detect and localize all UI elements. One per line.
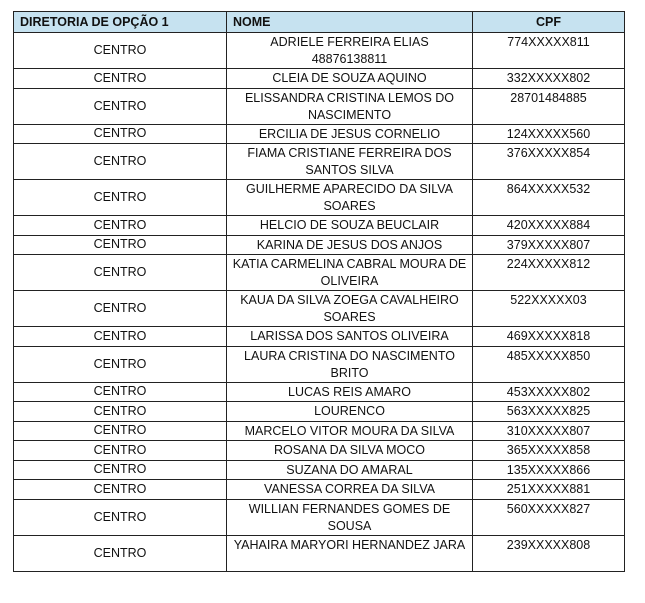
cell-cpf: 420XXXXX884 [473,216,625,236]
cell-cpf: 379XXXXX807 [473,235,625,255]
cell-diretoria: CENTRO [14,327,227,347]
header-cpf: CPF [473,12,625,33]
cell-diretoria: CENTRO [14,291,227,327]
cell-nome: ELISSANDRA CRISTINA LEMOS DO NASCIMENTO [227,88,473,124]
table-row [14,69,625,89]
cell-diretoria: CENTRO [14,499,227,535]
cell-nome: FIAMA CRISTIANE FERREIRA DOS SANTOS SILVA [227,144,473,180]
cell-nome: ROSANA DA SILVA MOCO [227,441,473,461]
table-row [14,255,625,291]
table-row [14,535,625,571]
cell-nome: SUZANA DO AMARAL [227,460,473,480]
table-row [14,216,625,236]
cell-diretoria: CENTRO [14,402,227,422]
cell-diretoria: CENTRO [14,180,227,216]
cell-cpf: 310XXXXX807 [473,421,625,441]
cell-nome: GUILHERME APARECIDO DA SILVA SOARES [227,180,473,216]
table-row [14,180,625,216]
table-row [14,144,625,180]
table-row [14,402,625,422]
cell-cpf: 124XXXXX560 [473,124,625,144]
cell-nome: LUCAS REIS AMARO [227,382,473,402]
cell-nome: KARINA DE JESUS DOS ANJOS [227,235,473,255]
table-row [14,480,625,500]
cell-diretoria: CENTRO [14,382,227,402]
cell-nome: LOURENCO [227,402,473,422]
cell-cpf: 224XXXXX812 [473,255,625,291]
table-row [14,327,625,347]
cell-diretoria: CENTRO [14,216,227,236]
cell-diretoria: CENTRO [14,480,227,500]
cell-cpf: 251XXXXX881 [473,480,625,500]
cell-diretoria: CENTRO [14,124,227,144]
cell-nome: KAUA DA SILVA ZOEGA CAVALHEIRO SOARES [227,291,473,327]
header-row [14,12,625,33]
cell-diretoria: CENTRO [14,144,227,180]
header-nome: NOME [227,12,473,33]
cell-cpf: 332XXXXX802 [473,69,625,89]
cell-diretoria: CENTRO [14,235,227,255]
table-row [14,382,625,402]
cell-diretoria: CENTRO [14,255,227,291]
cell-diretoria: CENTRO [14,88,227,124]
cell-cpf: 563XXXXX825 [473,402,625,422]
table-row [14,33,625,69]
cell-nome: MARCELO VITOR MOURA DA SILVA [227,421,473,441]
table-row [14,346,625,382]
cell-cpf: 522XXXXX03 [473,291,625,327]
cell-diretoria: CENTRO [14,535,227,571]
cell-diretoria: CENTRO [14,69,227,89]
table-row [14,460,625,480]
cell-cpf: 864XXXXX532 [473,180,625,216]
cell-nome: WILLIAN FERNANDES GOMES DE SOUSA [227,499,473,535]
cell-nome: LARISSA DOS SANTOS OLIVEIRA [227,327,473,347]
cell-nome: CLEIA DE SOUZA AQUINO [227,69,473,89]
cell-nome: LAURA CRISTINA DO NASCIMENTO BRITO [227,346,473,382]
table-row [14,499,625,535]
table-row [14,235,625,255]
cell-diretoria: CENTRO [14,460,227,480]
cell-cpf: 485XXXXX850 [473,346,625,382]
cell-cpf: 774XXXXX811 [473,33,625,69]
cell-diretoria: CENTRO [14,421,227,441]
cell-cpf: 376XXXXX854 [473,144,625,180]
cell-diretoria: CENTRO [14,346,227,382]
cell-cpf: 560XXXXX827 [473,499,625,535]
cell-cpf: 239XXXXX808 [473,535,625,571]
header-diretoria: DIRETORIA DE OPÇÃO 1 [14,12,227,33]
cell-cpf: 469XXXXX818 [473,327,625,347]
cell-nome: ADRIELE FERREIRA ELIAS 48876138811 [227,33,473,69]
cell-cpf: 28701484885 [473,88,625,124]
cell-nome: ERCILIA DE JESUS CORNELIO [227,124,473,144]
candidates-table [13,11,625,572]
cell-cpf: 135XXXXX866 [473,460,625,480]
table-row [14,421,625,441]
cell-nome: KATIA CARMELINA CABRAL MOURA DE OLIVEIRA [227,255,473,291]
cell-nome: HELCIO DE SOUZA BEUCLAIR [227,216,473,236]
table-row [14,124,625,144]
cell-nome: YAHAIRA MARYORI HERNANDEZ JARA [227,535,473,571]
table-row [14,88,625,124]
cell-diretoria: CENTRO [14,33,227,69]
cell-diretoria: CENTRO [14,441,227,461]
table-row [14,441,625,461]
cell-cpf: 453XXXXX802 [473,382,625,402]
cell-cpf: 365XXXXX858 [473,441,625,461]
cell-nome: VANESSA CORREA DA SILVA [227,480,473,500]
table-row [14,291,625,327]
